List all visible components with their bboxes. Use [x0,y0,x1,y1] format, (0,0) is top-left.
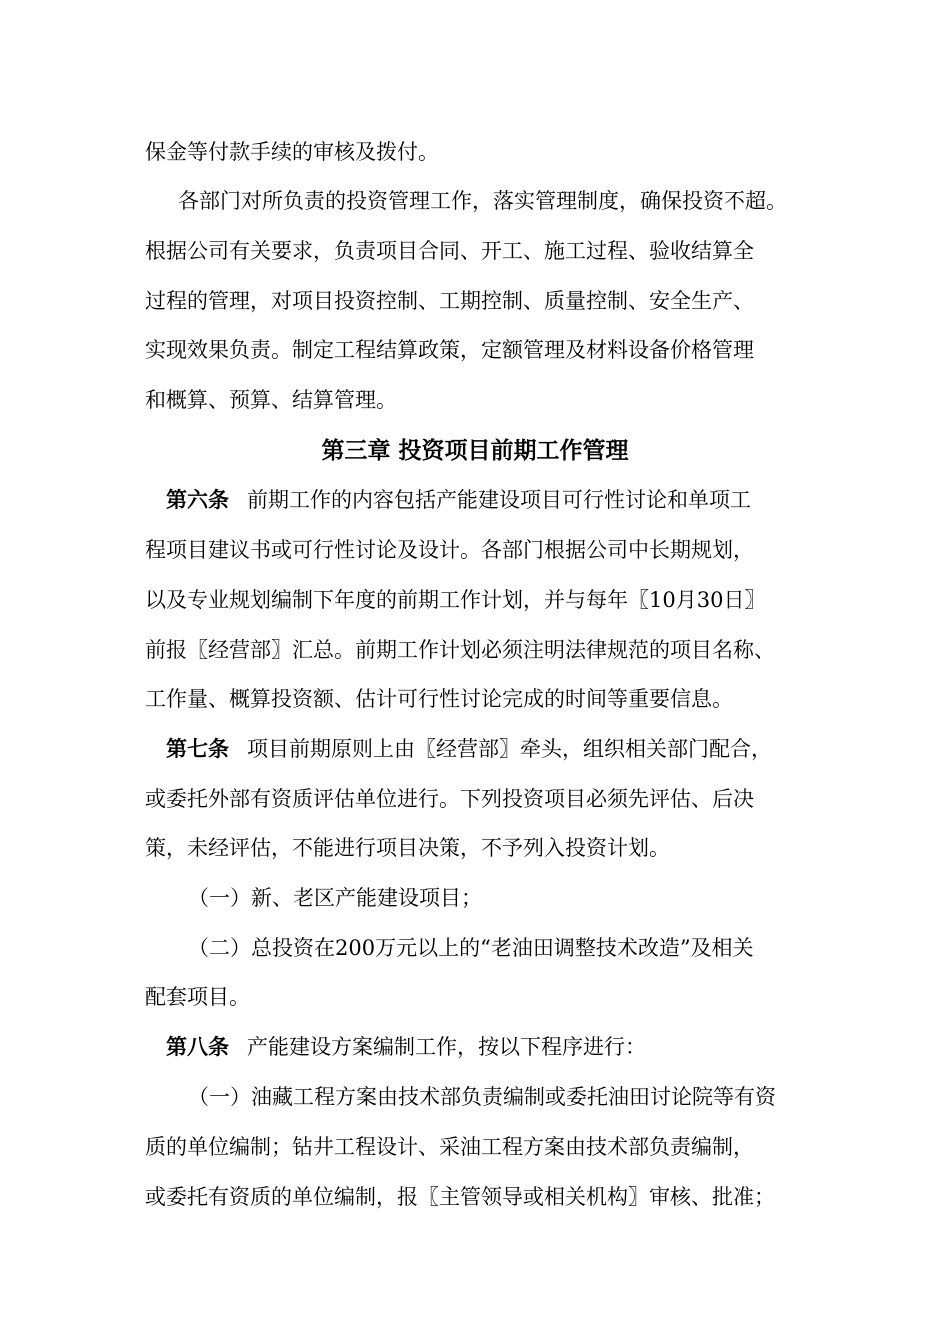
article-8-first-line [166,1034,646,1060]
article-6-first-line [166,487,751,513]
paragraph-line: 以及专业规划编制下年度的前期工作计划，并与每年〖10月30日〗 [145,588,766,612]
paragraph-line: 过程的管理，对项目投资控制、工期控制、质量控制、安全生产、 [145,289,754,313]
article-7-label: 第七条 [166,737,229,761]
paragraph-line: 配套项目。 [145,985,250,1009]
chapter-title: 第三章 投资项目前期工作管理 [321,438,629,464]
article-6-label: 第六条 [166,488,229,512]
paragraph-line: 和概算、预算、结算管理。 [145,388,397,412]
article-7-text: 项目前期原则上由〖经营部〗牵头，组织相关部门配合， [247,737,772,761]
paragraph-line: 保金等付款手续的审核及拨付。 [145,140,439,164]
paragraph-line: 各部门对所负责的投资管理工作，落实管理制度，确保投资不超。 [178,189,787,213]
paragraph-line: 或委托有资质的单位编制，报〖主管领导或相关机构〗审核、批准； [145,1185,775,1209]
paragraph-line: 策，未经评估，不能进行项目决策，不予列入投资计划。 [145,836,670,860]
article-8-text: 产能建设方案编制工作，按以下程序进行： [247,1035,646,1059]
paragraph-line: 工作量、概算投资额、估计可行性讨论完成的时间等重要信息。 [145,687,733,711]
paragraph-line: 程项目建议书或可行性讨论及设计。各部门根据公司中长期规划， [145,538,754,562]
list-item: （一）油藏工程方案由技术部负责编制或委托油田讨论院等有资 [188,1085,776,1109]
article-7-first-line [166,736,772,762]
article-6-text: 前期工作的内容包括产能建设项目可行性讨论和单项工 [247,488,751,512]
paragraph-line: 根据公司有关要求，负责项目合同、开工、施工过程、验收结算全 [145,239,754,263]
paragraph-line: 前报〖经营部〗汇总。前期工作计划必须注明法律规范的项目名称、 [145,638,775,662]
paragraph-line: 质的单位编制；钻井工程设计、采油工程方案由技术部负责编制， [145,1135,754,1159]
article-8-label: 第八条 [166,1035,229,1059]
list-item: （二）总投资在200万元以上的“老油田调整技术改造”及相关 [188,936,754,960]
paragraph-line: 实现效果负责。制定工程结算政策，定额管理及材料设备价格管理 [145,338,754,362]
paragraph-line: 或委托外部有资质评估单位进行。下列投资项目必须先评估、后决 [145,787,754,811]
list-item: （一）新、老区产能建设项目； [188,886,482,910]
